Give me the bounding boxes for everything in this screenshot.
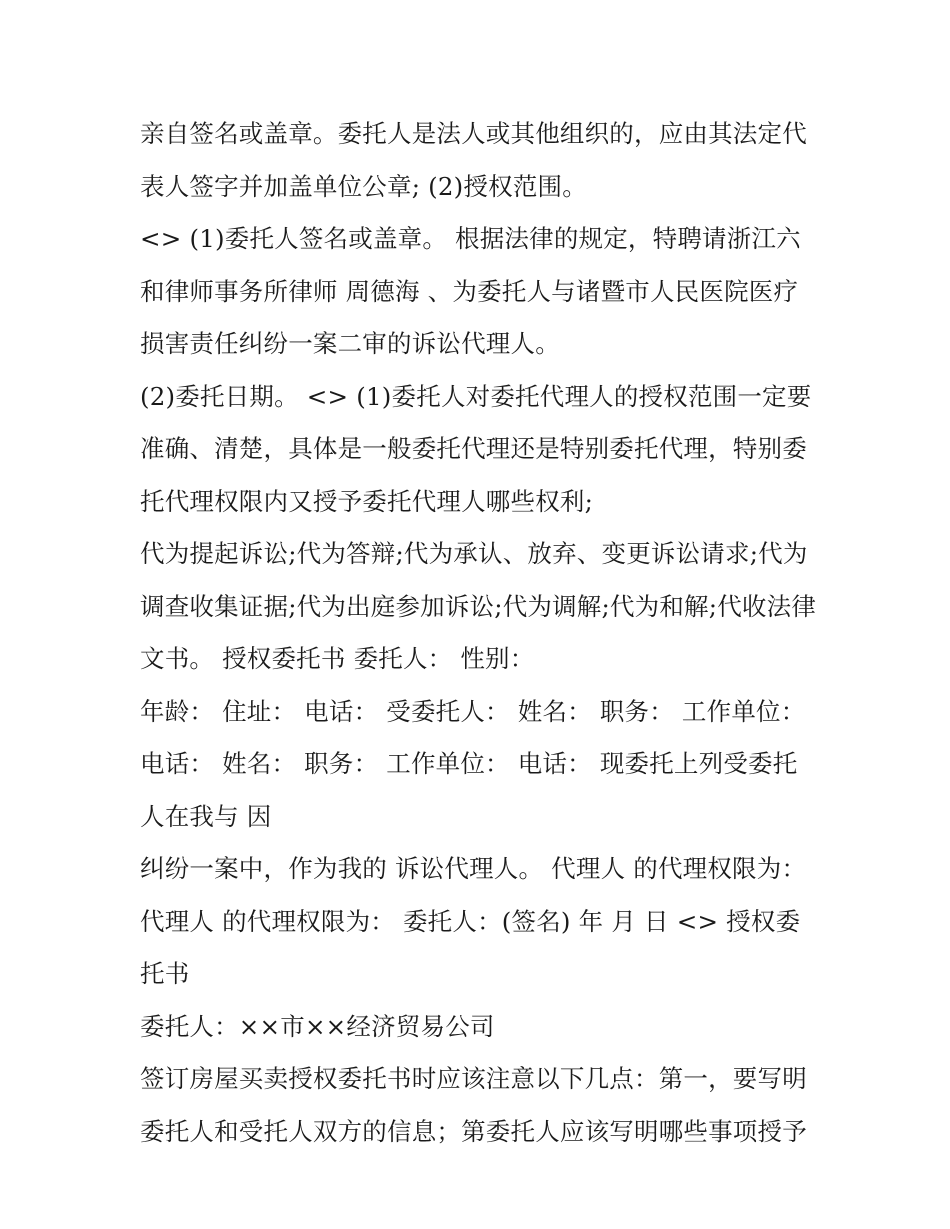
paragraph-5: 年龄： 住址： 电话： 受委托人： 姓名： 职务： 工作单位： 电话： 姓名： 职务： 工作单位： 电话： 现委托上列受委托人在我与 因 bbox=[140, 696, 806, 831]
paragraph-2: <> (1)委托人签名或盖章。 根据法律的规定，特聘请浙江六和律师事务所律师 周德海 、为委托人与诸暨市人民医院医疗损害责任纠纷一案二审的诉讼代理人。 bbox=[140, 224, 801, 358]
document-body bbox=[140, 108, 820, 1158]
paragraph-1: 亲自签名或盖章。委托人是法人或其他组织的，应由其法定代表人签字并加盖单位公章; (2)授权范围。 bbox=[140, 119, 807, 201]
paragraph-3: (2)委托日期。 <> (1)委托人对委托代理人的授权范围一定要准确、清楚，具体是一般委托代理还是特别委托代理，特别委托代理权限内又授予委托代理人哪些权利; bbox=[140, 381, 812, 516]
paragraph-4: 代为提起诉讼;代为答辩;代为承认、放弃、变更诉讼请求;代为调查收集证据;代为出庭参加诉讼;代为调解;代为和解;代收法律文书。 授权委托书 委托人： 性别： bbox=[140, 539, 817, 673]
paragraph-8: 签订房屋买卖授权委托书时应该注意以下几点：第一，要写明委托人和受托人双方的信息；第委托人应该写明哪些事项授予 bbox=[140, 1064, 807, 1146]
paragraph-6: 纠纷一案中，作为我的 诉讼代理人。 代理人 的代理权限为： 代理人 的代理权限为： 委托人：(签名) 年 月 日 <> 授权委托书 bbox=[140, 854, 807, 988]
paragraph-7: 委托人：××市××经济贸易公司 bbox=[140, 1011, 495, 1041]
